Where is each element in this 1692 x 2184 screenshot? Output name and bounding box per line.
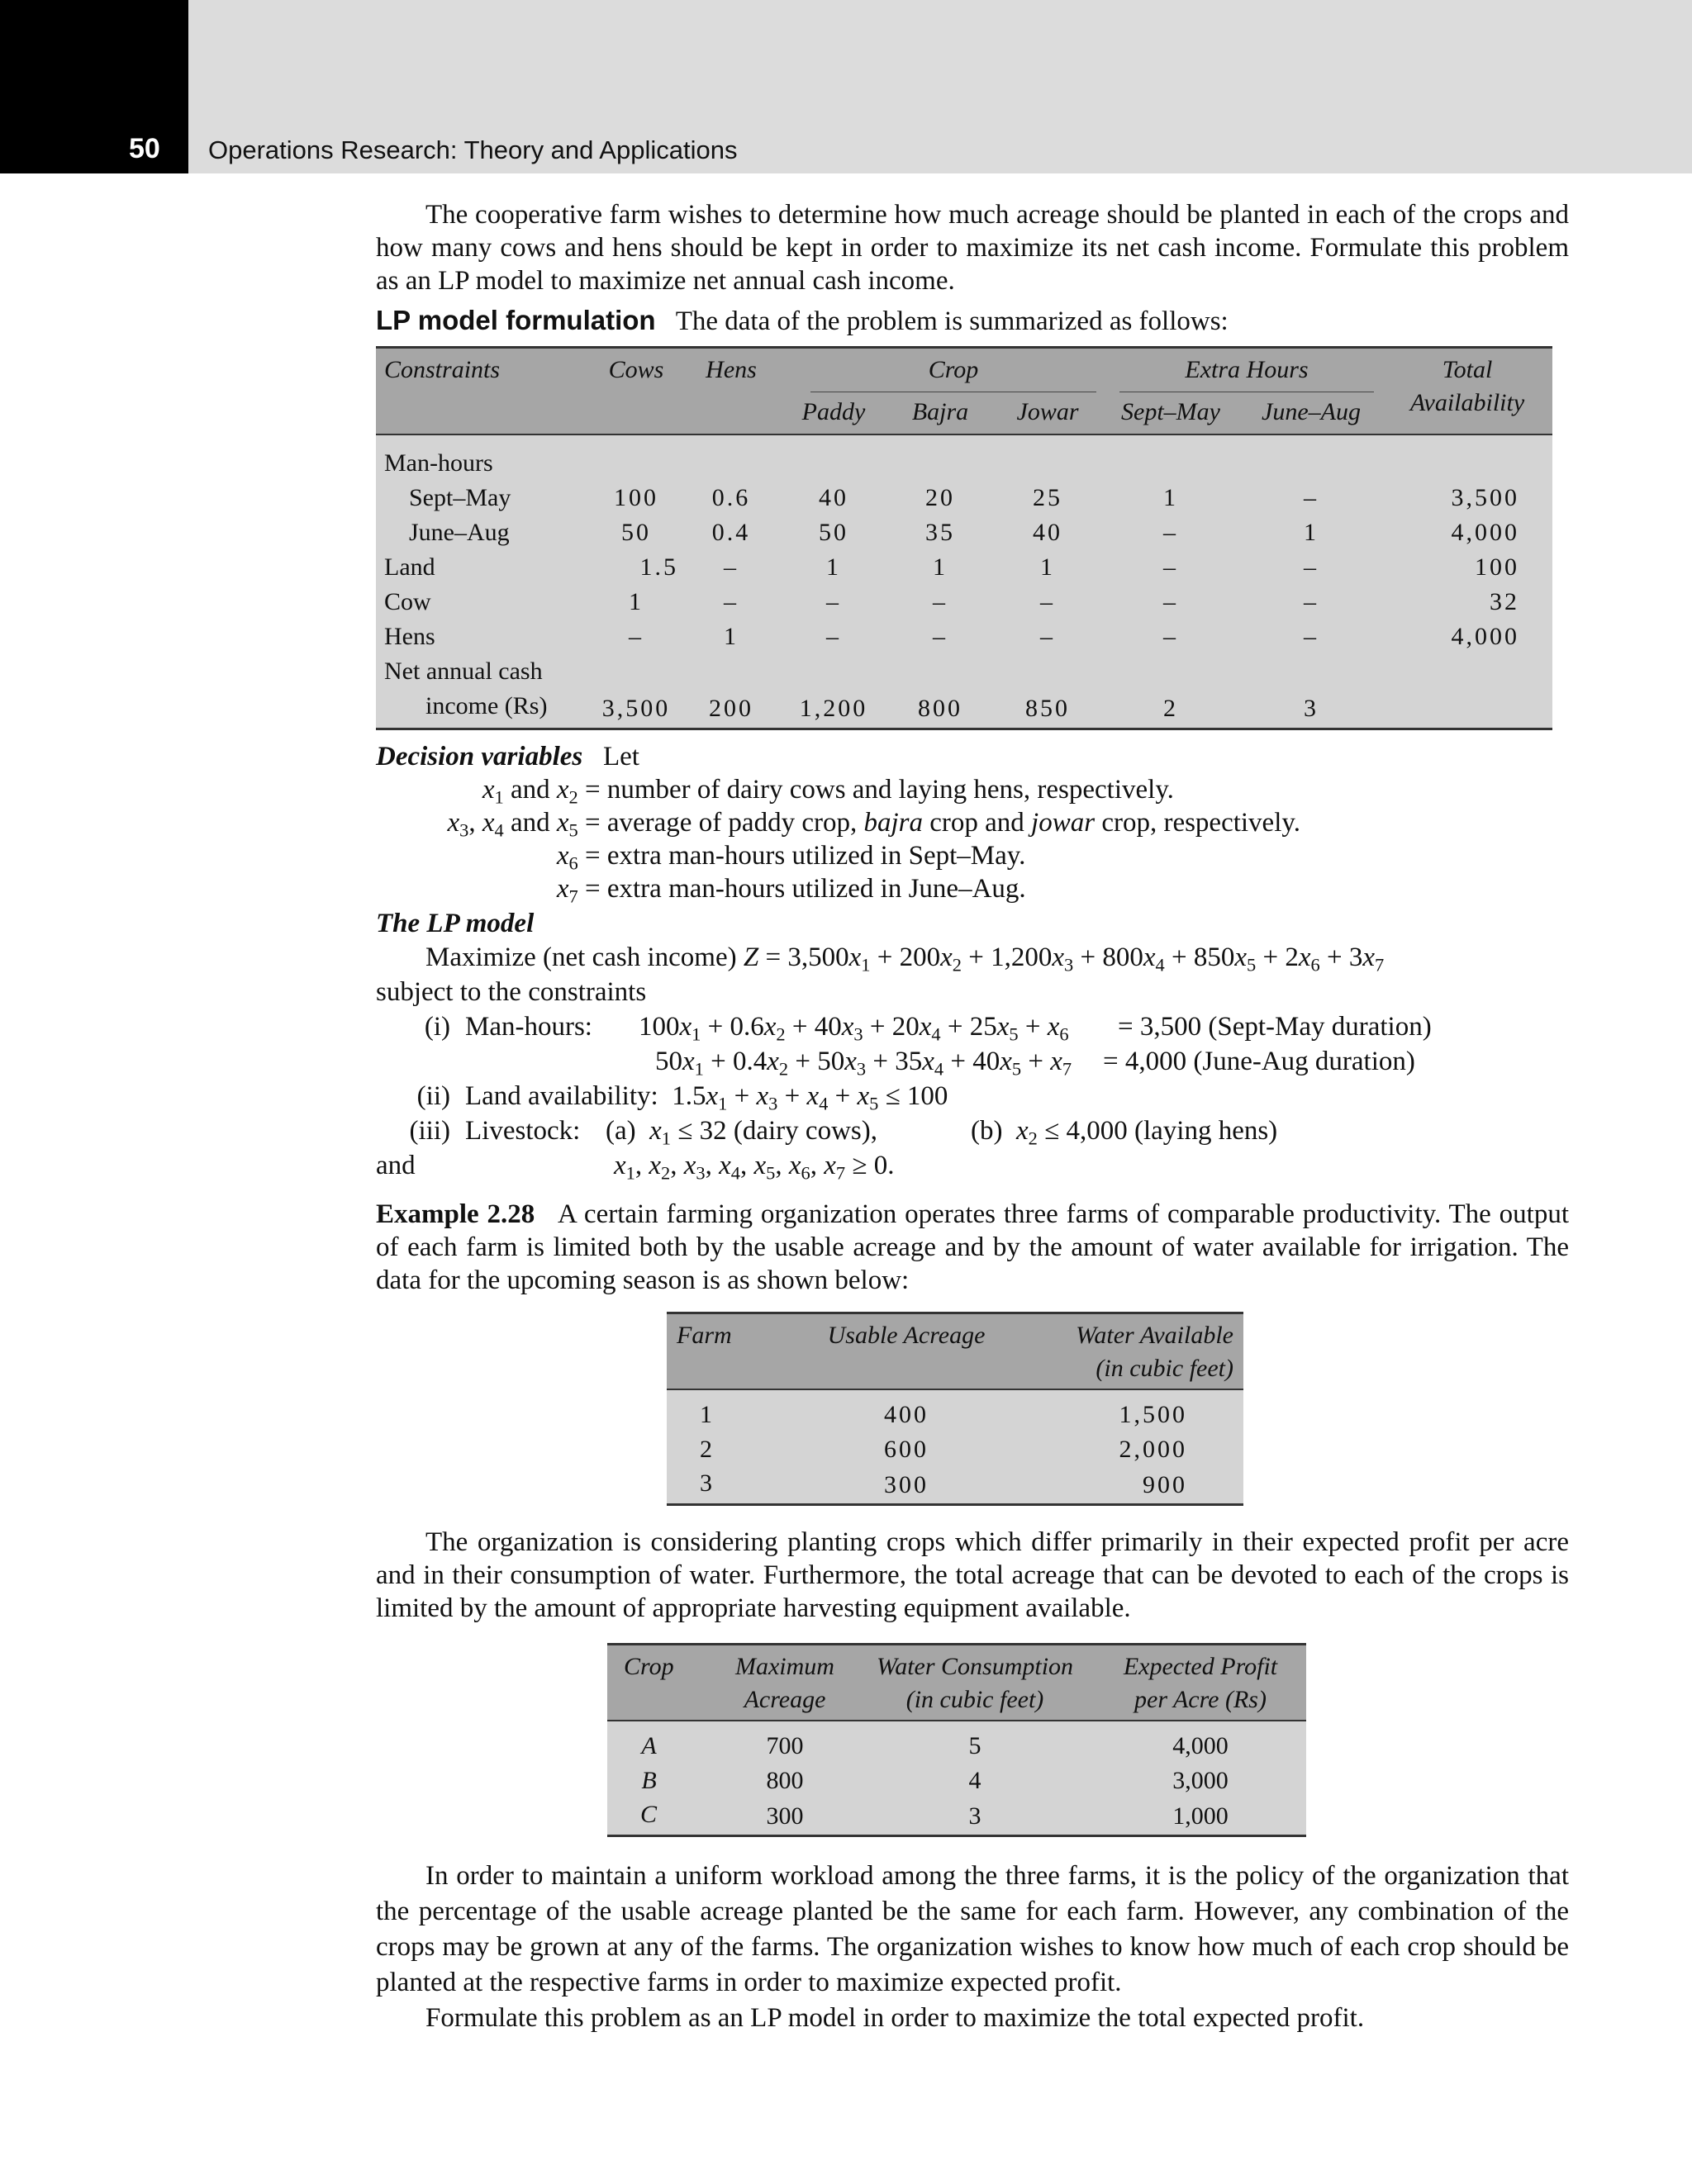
lp-formulation-heading: LP model formulation	[376, 305, 656, 335]
header-total-availability: Total Availability	[1409, 356, 1525, 416]
constraint-man-hours: (i) Man-hours: $100x_1 + 0.6x_2 + 40x_3 + 20x_4 + 25x_5 + x_6$ = 3,500 (Sept-May duration)	[424, 1012, 1432, 1045]
table-cell: –	[1040, 588, 1055, 615]
table-cell: –	[1163, 553, 1178, 581]
table-cell: 850	[1025, 694, 1070, 722]
table-row	[376, 550, 1552, 585]
table-cell: 2	[1163, 694, 1178, 722]
table-cell: 1	[1163, 484, 1178, 511]
crop-table	[607, 1643, 1306, 1837]
table-cell: –	[826, 588, 841, 615]
row-label: Sept–May	[409, 484, 511, 511]
table-cell: 1	[724, 623, 739, 650]
table-cell: 25	[1033, 484, 1062, 511]
paragraph-4: Formulate this problem as an LP model in order to maximize the total expected profit.	[425, 2003, 1365, 2033]
variable-definition: = extra man-hours utilized in June–Aug.	[585, 874, 1026, 904]
objective-function: Maximize (net cash income) $Z = 3,500x_1 + 200x_2 + 1,200x_3 + 800x_4 + 850x_5 + 2x_6 + 3x_7$	[425, 942, 1385, 976]
header-sept-may: Sept–May	[1121, 398, 1220, 425]
variable-symbols: $x_3$, $x_4$ and $x_5$	[447, 808, 578, 841]
variable-definition: = extra man-hours utilized in Sept–May.	[585, 841, 1026, 871]
table-cell: –	[724, 553, 739, 581]
row-label: Man-hours	[384, 449, 493, 477]
table-cell: 1.5	[639, 553, 678, 581]
table-row	[376, 620, 1552, 654]
decision-variables-let: Let	[602, 742, 639, 772]
table-cell: 700	[766, 1732, 804, 1759]
table-cell: 600	[884, 1436, 929, 1463]
table-cell: 4	[968, 1767, 981, 1794]
variable-symbols: $x_6$	[556, 841, 578, 874]
header-expected-profit: Expected Profit per Acre (Rs)	[1123, 1653, 1278, 1713]
page-content	[376, 198, 1569, 2036]
subject-to: subject to the constraints	[376, 977, 647, 1007]
table-cell: –	[933, 623, 948, 650]
row-label: Net annual cash	[384, 658, 543, 685]
table-cell: 1,000	[1172, 1802, 1229, 1830]
header-crop: Crop	[624, 1653, 674, 1680]
variable-symbols: $x_1$ and $x_2$	[482, 775, 578, 808]
table-cell: –	[724, 588, 739, 615]
row-label: June–Aug	[409, 519, 510, 546]
lp-model-heading: The LP model	[376, 909, 535, 938]
table-cell: 1	[1040, 553, 1055, 581]
example-label: Example 2.28	[376, 1199, 535, 1229]
table-cell: 300	[884, 1471, 929, 1498]
table-row	[376, 446, 1552, 481]
variable-definition: = number of dairy cows and laying hens, respectively.	[585, 775, 1174, 805]
header-bajra: Bajra	[911, 398, 969, 425]
table-cell: 300	[766, 1802, 804, 1830]
table-cell: –	[1163, 623, 1178, 650]
table-cell: 800	[918, 694, 962, 722]
table-row	[667, 1467, 1243, 1505]
table-cell: –	[1163, 519, 1178, 546]
constraint-livestock: (iii) Livestock: (a) $x_1 \le 32$ (dairy cows), (b) $x_2 \le 4,000$ (laying hens)	[409, 1116, 1278, 1149]
table-cell: 3	[968, 1802, 981, 1830]
table-cell: 0.4	[711, 519, 751, 546]
constraint-man-hours-2: $50x_1 + 0.4x_2 + 50x_3 + 35x_4 + 40x_5 + x_7$ = 4,000 (June-Aug duration)	[655, 1047, 1415, 1080]
table-cell: 1,500	[1119, 1401, 1187, 1428]
table-cell: –	[1163, 588, 1178, 615]
lp-formulation-text: The data of the problem is summarized as follows:	[675, 306, 1229, 336]
table-cell: 1	[629, 588, 644, 615]
lp-model	[376, 907, 1569, 1183]
header-maximum-acreage: Maximum Acreage	[735, 1653, 834, 1713]
table-cell: 3	[1304, 694, 1319, 722]
farm-table	[667, 1312, 1243, 1506]
row-label: income (Rs)	[425, 692, 548, 719]
header-paddy: Paddy	[801, 398, 866, 425]
decision-variable-line	[376, 773, 1569, 806]
table-cell: –	[1040, 623, 1055, 650]
table-cell: –	[933, 588, 948, 615]
header-crop-group	[781, 348, 1101, 393]
table-cell: 32	[1490, 588, 1519, 615]
header-water-consumption: Water Consumption (in cubic feet)	[876, 1653, 1074, 1713]
table-cell: 1	[700, 1401, 715, 1428]
table-cell: 3,500	[1451, 484, 1519, 511]
table-cell: 20	[925, 484, 955, 511]
header-jowar: Jowar	[1016, 398, 1079, 425]
data-table	[376, 346, 1552, 730]
table-cell: 2,000	[1119, 1436, 1187, 1463]
table-cell: 3	[700, 1469, 715, 1497]
table-row	[376, 654, 1552, 689]
table-cell: 40	[1033, 519, 1062, 546]
constraint-land: (ii) Land availability: $1.5x_1 + x_3 + x_4 + x_5 \le 100$	[416, 1081, 948, 1114]
table-cell: 1	[826, 553, 841, 581]
table-cell: 4,000	[1451, 623, 1519, 650]
table-row	[667, 1398, 1243, 1432]
header-constraints: Constraints	[384, 356, 501, 383]
header-water-available: Water Available (in cubic feet)	[1076, 1322, 1233, 1382]
table-row	[376, 689, 1552, 729]
table-cell: 3,000	[1172, 1767, 1229, 1794]
table-cell: –	[826, 623, 841, 650]
decision-variable-line	[376, 806, 1569, 839]
table-row	[376, 515, 1552, 550]
header-hens: Hens	[706, 356, 757, 383]
table-cell: 2	[700, 1436, 715, 1463]
table-row	[607, 1764, 1306, 1798]
table-cell: 100	[1475, 553, 1519, 581]
header-usable-acreage: Usable Acreage	[827, 1322, 986, 1349]
intro-paragraph: The cooperative farm wishes to determine how much acreage should be planted in each of the crops and how many cows and hens should be kept in order to maximize its net cash income. Formulate this problem as an LP model to maximize net annual cash income.	[376, 200, 1569, 296]
example-paragraph	[376, 1198, 1569, 1297]
decision-variable-line	[376, 839, 1569, 872]
decision-variables-heading: Decision variables	[376, 742, 583, 772]
running-title: Operations Research: Theory and Applications	[208, 135, 738, 164]
non-negativity: and $x_1$, $x_2$, $x_3$, $x_4$, $x_5$, $x_6$, $x_7 \ge 0$.	[376, 1151, 895, 1184]
table-cell: B	[641, 1767, 657, 1794]
table-cell: 4,000	[1451, 519, 1519, 546]
table-cell: 800	[766, 1767, 804, 1794]
table-row	[607, 1798, 1306, 1836]
table-cell: A	[641, 1732, 657, 1759]
table-cell: 1,200	[799, 694, 868, 722]
decision-variable-line	[376, 872, 1569, 905]
table-cell: –	[1304, 623, 1319, 650]
header-extra-hours-group	[1101, 348, 1382, 393]
table-cell: –	[1304, 484, 1319, 511]
page-number: 50	[129, 133, 160, 164]
table-cell: 40	[819, 484, 848, 511]
example-text: A certain farming organization operates three farms of comparable productivity. The output of each farm is limited both by the usable acreage and by the amount of water available for irrigation. The data for the upcoming season is as shown below:	[376, 1199, 1569, 1295]
table-cell: 1	[1304, 519, 1319, 546]
paragraph-3: In order to maintain a uniform workload among the three farms, it is the policy of the organization that the percentage of the usable acreage planted be the same for each farm. However, any combination of the crops may be grown at any of the farms. The organization wishes to know how much of each crop should be planted at the respective farms in order to maximize expected profit.	[376, 1861, 1569, 1997]
header-extra-hours: Extra Hours	[1119, 354, 1374, 392]
table-cell: 900	[1143, 1471, 1187, 1498]
table-cell: 0.6	[711, 484, 751, 511]
table-cell: 50	[819, 519, 848, 546]
header-june-aug: June–Aug	[1262, 398, 1361, 425]
table-cell: –	[629, 623, 644, 650]
variable-symbols: $x_7$	[556, 874, 578, 907]
lp-formulation-line	[376, 302, 1569, 339]
header-crop: Crop	[810, 354, 1096, 392]
row-label: Hens	[384, 623, 435, 650]
table-row	[607, 1729, 1306, 1764]
table-cell: –	[1304, 588, 1319, 615]
table-row	[667, 1432, 1243, 1467]
variable-definition: = average of paddy crop, bajra crop and jowar crop, respectively.	[585, 808, 1300, 838]
table-cell: 3,500	[601, 694, 671, 722]
table-row	[376, 585, 1552, 620]
table-cell: 35	[925, 519, 955, 546]
row-label: Land	[384, 553, 435, 581]
table-cell: 5	[968, 1732, 981, 1759]
table-cell: 400	[884, 1401, 929, 1428]
table-cell: –	[1304, 553, 1319, 581]
table-cell: 200	[709, 694, 753, 722]
table-cell: C	[639, 1801, 657, 1828]
table-row	[376, 481, 1552, 515]
paragraph-2: The organization is considering planting crops which differ primarily in their expected profit per acre and in their consumption of water. Furthermore, the total acreage that can be devoted to each of the crops is limited by the amount of appropriate harvesting equipment available.	[376, 1527, 1569, 1623]
table-cell: 4,000	[1172, 1732, 1229, 1759]
header-cows: Cows	[608, 356, 664, 383]
table-cell: 1	[933, 553, 948, 581]
table-cell: 50	[621, 519, 651, 546]
header-farm: Farm	[677, 1322, 732, 1349]
table-cell: 100	[614, 484, 658, 511]
row-label: Cow	[384, 588, 431, 615]
decision-variables	[376, 740, 1569, 905]
